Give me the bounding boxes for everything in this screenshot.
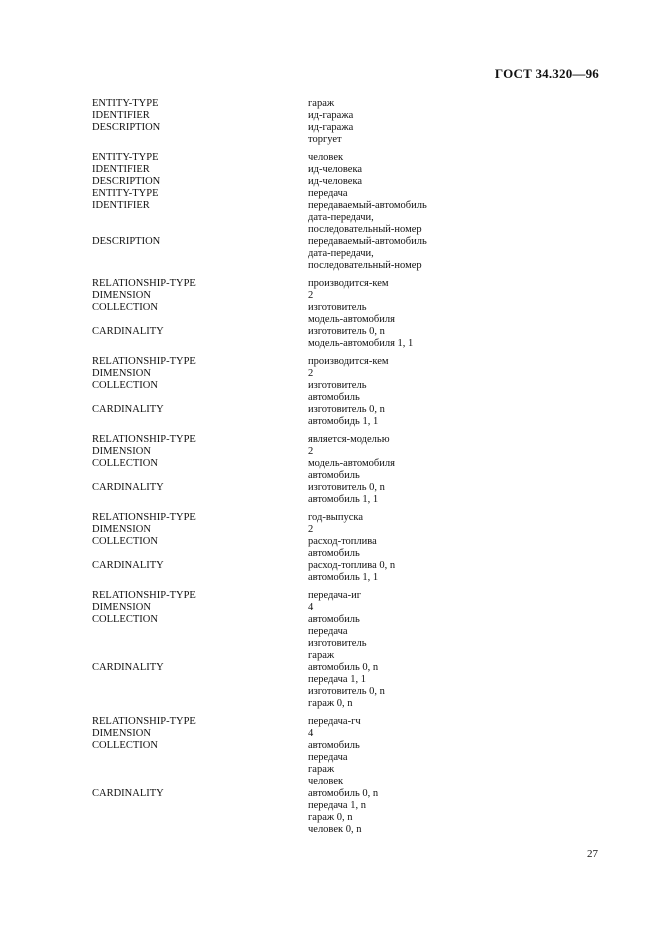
definition-row [92, 824, 472, 836]
definition-keyword: CARDINALITY [92, 482, 164, 493]
definition-value: автомобидь 1, 1 [308, 416, 379, 427]
definition-value: автомобиль [308, 548, 360, 559]
definition-keyword: DIMENSION [92, 728, 151, 739]
definition-value: изготовитель 0, n [308, 482, 385, 493]
definition-value: автомобиль 0, n [308, 662, 379, 673]
definition-value: гараж 0, n [308, 698, 353, 709]
definition-row [92, 698, 472, 710]
definition-value: дата-передачи, [308, 212, 374, 223]
definitions-list [92, 98, 472, 836]
definition-keyword: ENTITY-TYPE [92, 188, 159, 199]
definition-row [92, 776, 472, 788]
definition-row [92, 626, 472, 638]
definition-row [92, 650, 472, 662]
definition-row [92, 560, 472, 572]
definition-value: модель-автомобиля [308, 314, 395, 325]
definition-row [92, 494, 472, 506]
definition-row [92, 338, 472, 350]
definition-keyword: DESCRIPTION [92, 236, 161, 247]
definition-value: передача-иг [308, 590, 361, 601]
definition-row [92, 602, 472, 614]
definition-keyword: COLLECTION [92, 614, 158, 625]
definition-row [92, 674, 472, 686]
definition-value: автомобиль 1, 1 [308, 494, 379, 505]
definition-value: автомобиль [308, 740, 360, 751]
definition-row [92, 134, 472, 146]
definition-row [92, 512, 472, 524]
definition-value: автомобиль [308, 392, 360, 403]
definition-value: изготовитель [308, 638, 367, 649]
definition-row [92, 314, 472, 326]
definition-value: изготовитель 0, n [308, 326, 385, 337]
definition-row [92, 548, 472, 560]
definition-row [92, 800, 472, 812]
definition-value: 4 [308, 728, 314, 739]
definition-value: дата-передачи, [308, 248, 374, 259]
definition-row [92, 98, 472, 110]
definition-value: 2 [308, 368, 314, 379]
definition-value: торгует [308, 134, 342, 145]
definition-value: передаваемый-автомобиль [308, 236, 427, 247]
definition-row [92, 686, 472, 698]
definition-row [92, 176, 472, 188]
definition-value: гараж [308, 98, 335, 109]
definition-keyword: RELATIONSHIP-TYPE [92, 278, 196, 289]
definition-keyword: DIMENSION [92, 602, 151, 613]
definition-row [92, 662, 472, 674]
definition-row [92, 164, 472, 176]
definition-keyword: CARDINALITY [92, 788, 164, 799]
definition-value: изготовитель [308, 302, 367, 313]
definition-value: человек 0, n [308, 824, 362, 835]
definition-value: ид-гаража [308, 110, 354, 121]
definition-row [92, 278, 472, 290]
definition-row [92, 572, 472, 584]
definition-value: ид-человека [308, 164, 363, 175]
definition-row [92, 200, 472, 212]
definition-value: последовательный-номер [308, 260, 422, 271]
definition-value: производится-кем [308, 278, 389, 289]
definition-keyword: COLLECTION [92, 740, 158, 751]
definition-value: модель-автомобиля 1, 1 [308, 338, 414, 349]
definition-value: изготовитель 0, n [308, 404, 385, 415]
definition-keyword: ENTITY-TYPE [92, 98, 159, 109]
definition-keyword: CARDINALITY [92, 560, 164, 571]
definition-keyword: COLLECTION [92, 380, 158, 391]
definition-row [92, 212, 472, 224]
definition-keyword: DIMENSION [92, 368, 151, 379]
definition-row [92, 638, 472, 650]
definition-row [92, 356, 472, 368]
definition-value: последовательный-номер [308, 224, 422, 235]
definition-row [92, 224, 472, 236]
definition-row [92, 248, 472, 260]
definition-keyword: IDENTIFIER [92, 200, 150, 211]
definition-row [92, 380, 472, 392]
definition-row [92, 110, 472, 122]
definition-value: 2 [308, 290, 314, 301]
definition-row [92, 416, 472, 428]
definition-value: передача [308, 752, 348, 763]
definition-value: автомобиль 1, 1 [308, 572, 379, 583]
definition-value: производится-кем [308, 356, 389, 367]
definition-row [92, 326, 472, 338]
definition-value: человек [308, 152, 344, 163]
definition-keyword: DIMENSION [92, 290, 151, 301]
definition-value: ид-человека [308, 176, 363, 187]
definition-keyword: IDENTIFIER [92, 164, 150, 175]
definition-keyword: RELATIONSHIP-TYPE [92, 434, 196, 445]
definition-value: передача [308, 188, 348, 199]
definition-row [92, 590, 472, 602]
definition-value: 2 [308, 446, 314, 457]
definition-row [92, 740, 472, 752]
definition-value: автомобиль 0, n [308, 788, 379, 799]
definition-value: человек [308, 776, 344, 787]
definition-row [92, 728, 472, 740]
definition-keyword: RELATIONSHIP-TYPE [92, 512, 196, 523]
definition-value: год-выпуска [308, 512, 363, 523]
definition-keyword: DESCRIPTION [92, 176, 161, 187]
definition-keyword: COLLECTION [92, 458, 158, 469]
definition-row [92, 236, 472, 248]
definition-value: передача 1, 1 [308, 674, 366, 685]
definition-value: 2 [308, 524, 314, 535]
definition-row [92, 716, 472, 728]
definition-value: гараж 0, n [308, 812, 353, 823]
definition-keyword: IDENTIFIER [92, 110, 150, 121]
definition-value: передаваемый-автомобиль [308, 200, 427, 211]
definition-row [92, 788, 472, 800]
definition-keyword: CARDINALITY [92, 404, 164, 415]
definition-value: 4 [308, 602, 314, 613]
definition-row [92, 614, 472, 626]
definition-value: является-моделью [308, 434, 390, 445]
definition-row [92, 404, 472, 416]
definition-value: автомобиль [308, 470, 360, 481]
definition-value: расход-топлива 0, n [308, 560, 396, 571]
definition-keyword: RELATIONSHIP-TYPE [92, 590, 196, 601]
definition-row [92, 290, 472, 302]
page-number: 27 [587, 848, 598, 860]
definition-row [92, 434, 472, 446]
definition-row [92, 458, 472, 470]
definition-row [92, 368, 472, 380]
definition-keyword: RELATIONSHIP-TYPE [92, 356, 196, 367]
definition-value: изготовитель [308, 380, 367, 391]
definition-row [92, 188, 472, 200]
definition-keyword: COLLECTION [92, 536, 158, 547]
definition-keyword: CARDINALITY [92, 662, 164, 673]
definition-keyword: CARDINALITY [92, 326, 164, 337]
definition-value: гараж [308, 650, 335, 661]
definition-row [92, 152, 472, 164]
document-header: ГОСТ 34.320—96 [494, 66, 599, 81]
definition-row [92, 446, 472, 458]
definition-keyword: DESCRIPTION [92, 122, 161, 133]
definition-value: изготовитель 0, n [308, 686, 385, 697]
definition-value: расход-топлива [308, 536, 377, 547]
definition-row [92, 122, 472, 134]
definition-keyword: COLLECTION [92, 302, 158, 313]
definition-row [92, 536, 472, 548]
definition-value: передача-гч [308, 716, 361, 727]
definition-value: ид-гаража [308, 122, 354, 133]
definition-row [92, 302, 472, 314]
definition-value: передача 1, n [308, 800, 366, 811]
definition-keyword: DIMENSION [92, 446, 151, 457]
definition-keyword: RELATIONSHIP-TYPE [92, 716, 196, 727]
definition-row [92, 752, 472, 764]
definition-keyword: ENTITY-TYPE [92, 152, 159, 163]
definition-row [92, 470, 472, 482]
definition-row [92, 812, 472, 824]
definition-row [92, 392, 472, 404]
definition-value: автомобиль [308, 614, 360, 625]
definition-value: гараж [308, 764, 335, 775]
definition-value: модель-автомобиля [308, 458, 395, 469]
definition-row [92, 482, 472, 494]
definition-row [92, 524, 472, 536]
definition-keyword: DIMENSION [92, 524, 151, 535]
definition-row [92, 260, 472, 272]
definition-row [92, 764, 472, 776]
definition-value: передача [308, 626, 348, 637]
